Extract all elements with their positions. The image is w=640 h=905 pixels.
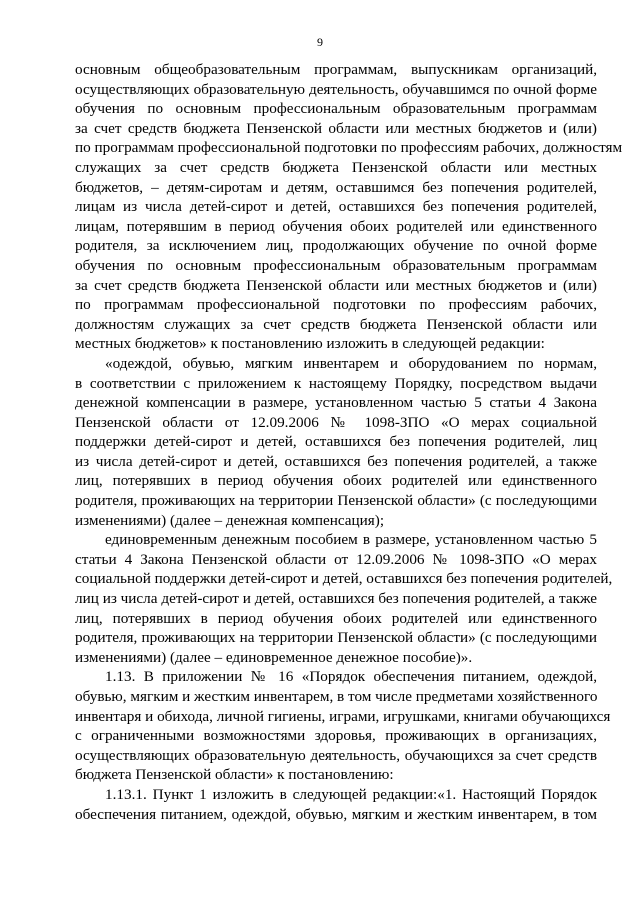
document-body: [75, 60, 623, 824]
page-number: 9: [317, 35, 323, 49]
text-line: денежной компенсации в размере, установленном частью 5 статьи 4 Закона: [75, 394, 597, 412]
text-line: изменениями) (далее – денежная компенсация);: [75, 511, 385, 529]
text-line: по программам профессиональной подготовки по профессиям рабочих,: [75, 296, 597, 314]
text-line: статьи 4 Закона Пензенской области от 12.09.2006 № 1098-ЗПО «О мерах: [75, 550, 597, 568]
text-line: с ограниченными возможностями здоровья, проживающих в организациях,: [75, 727, 597, 745]
text-line: 1.13.1. Пункт 1 изложить в следующей редакции:«1. Настоящий Порядок: [105, 785, 597, 803]
paragraph: [75, 785, 597, 824]
text-line: лицам из числа детей-сирот и детей, оставшихся без попечения родителей,: [75, 198, 597, 216]
text-line: обувью, мягким и жестким инвентарем, в том числе предметами хозяйственного: [75, 688, 598, 705]
text-line: бюджета Пензенской области» к постановлению:: [75, 766, 394, 784]
text-line: местных бюджетов» к постановлению изложить в следующей редакции:: [75, 335, 545, 353]
text-line: лиц, потерявших в период обучения обоих родителей или единственного: [75, 609, 597, 627]
text-line: родителя, проживающих на территории Пензенской области» (с последующими: [75, 492, 597, 510]
text-line: за счет средств бюджета Пензенской области или местных бюджетов и (или): [75, 119, 597, 137]
text-line: поддержки детей-сирот и детей, оставшихся без попечения родителей, лиц: [75, 433, 597, 451]
paragraph: [75, 60, 623, 354]
text-line: 1.13. В приложении № 16 «Порядок обеспечения питанием, одеждой,: [105, 668, 597, 686]
text-line: обучения по основным профессиональным образовательным программам: [75, 256, 597, 274]
text-line: лиц из числа детей-сирот и детей, оставшихся без попечения родителей, а также: [75, 590, 597, 608]
text-line: лицам, потерявшим в период обучения обоих родителей или единственного: [75, 217, 597, 235]
text-line: «одеждой, обувью, мягким инвентарем и оборудованием по нормам,: [105, 354, 597, 372]
paragraph: [75, 354, 597, 530]
text-line: бюджетов, – детям-сиротам и детям, оставшимся без попечения родителей,: [75, 178, 597, 196]
text-line: осуществляющих образовательную деятельность, обучающихся за счет средств: [75, 746, 597, 764]
text-line: Пензенской области от 12.09.2006 № 1098-ЗПО «О мерах социальной: [75, 413, 597, 431]
text-line: за счет средств бюджета Пензенской области или местных бюджетов и (или): [75, 276, 597, 294]
paragraph: [75, 530, 613, 667]
text-line: осуществляющих образовательную деятельность, обучавшимся по очной форме: [75, 80, 597, 98]
text-line: основным общеобразовательным программам, выпускникам организаций,: [75, 61, 597, 78]
text-line: обеспечения питанием, одеждой, обувью, мягким и жестким инвентарем, в том: [75, 805, 597, 823]
text-line: обучения по основным профессиональным образовательным программам: [75, 100, 597, 118]
text-line: из числа детей-сирот и детей, оставшихся без попечения родителей, а также: [75, 452, 597, 470]
text-line: изменениями) (далее – единовременное денежное пособие)».: [75, 648, 473, 666]
text-line: социальной поддержки детей-сирот и детей, оставшихся без попечения родителей,: [75, 570, 613, 588]
text-line: по программам профессиональной подготовки по профессиям рабочих, должностям: [75, 139, 623, 157]
text-line: служащих за счет средств бюджета Пензенской области или местных: [75, 158, 597, 176]
text-line: должностям служащих за счет средств бюджета Пензенской области или: [75, 315, 597, 333]
text-line: лиц, потерявших в период обучения обоих родителей или единственного: [75, 472, 597, 490]
text-line: единовременным денежным пособием в размере, установленном частью 5: [105, 531, 597, 549]
text-line: инвентаря и обихода, личной гигиены, играми, игрушками, книгами обучающихся: [75, 707, 611, 725]
text-line: родителя, проживающих на территории Пензенской области» (с последующими: [75, 629, 597, 647]
paragraph: [75, 667, 611, 785]
text-line: родителя, за исключением лиц, продолжающих обучение по очной форме: [75, 237, 597, 255]
text-line: в соответствии с приложением к настоящему Порядку, посредством выдачи: [75, 374, 597, 392]
